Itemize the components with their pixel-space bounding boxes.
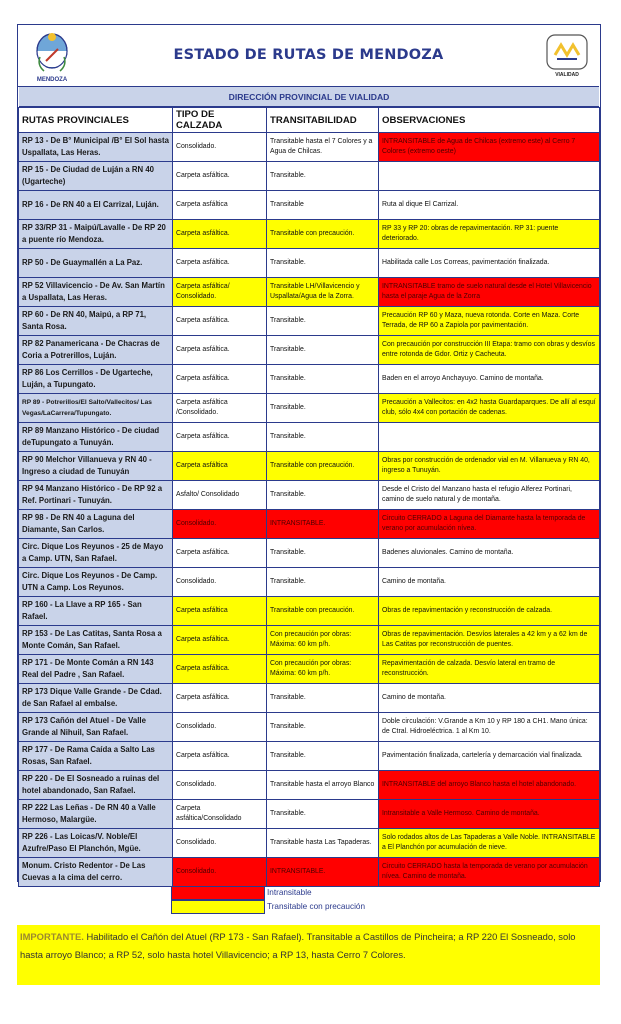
important-notice [17, 925, 600, 985]
observaciones-cell: Solo rodados altos de Las Tapaderas a Valle Noble. INTRANSITABLE a El Planchón por acumulación de nieve. [379, 829, 600, 858]
transitabilidad-cell: Transitable. [267, 307, 379, 336]
report-frame [17, 24, 601, 882]
important-head: IMPORTANTE. [20, 931, 84, 942]
transitabilidad-cell: Transitable. [267, 336, 379, 365]
calzada-cell: Consolidado. [173, 713, 267, 742]
table-row [19, 597, 600, 626]
table-row [19, 191, 600, 220]
route-name-cell: RP 82 Panamericana - De Chacras de Coria a Potrerillos, Luján. [19, 336, 173, 365]
calzada-cell: Carpeta asfáltica. [173, 742, 267, 771]
route-name-cell: RP 60 - De RN 40, Maipú, a RP 71, Santa Rosa. [19, 307, 173, 336]
calzada-cell: Consolidado. [173, 858, 267, 887]
table-row [19, 452, 600, 481]
transitabilidad-cell: Transitable hasta Las Tapaderas. [267, 829, 379, 858]
route-name-cell: RP 98 - De RN 40 a Laguna del Diamante, San Carlos. [19, 510, 173, 539]
page-title: ESTADO DE RUTAS DE MENDOZA [173, 47, 444, 63]
agency-subtitle: DIRECCIÓN PROVINCIAL DE VIALIDAD [19, 87, 599, 107]
calzada-cell: Asfalto/ Consolidado [173, 481, 267, 510]
calzada-cell: Carpeta asfáltica. [173, 423, 267, 452]
transitabilidad-cell: Transitable. [267, 365, 379, 394]
legend-swatch-yellow [171, 900, 265, 914]
table-row [19, 307, 600, 336]
calzada-cell: Carpeta asfáltica [173, 452, 267, 481]
route-name-cell: RP 89 - Potrerillos/El Salto/Vallecitos/ Las Vegas/LaCarrera/Tupungato. [19, 394, 173, 423]
transitabilidad-cell: Transitable. [267, 742, 379, 771]
table-row [19, 655, 600, 684]
col-rutas: RUTAS PROVINCIALES [19, 108, 173, 133]
route-name-cell: RP 173 Dique Valle Grande - De Cdad. de San Rafael al embalse. [19, 684, 173, 713]
table-row [19, 423, 600, 452]
route-name-cell: RP 52 Villavicencio - De Av. San Martín a Uspallata, Las Heras. [19, 278, 173, 307]
transitabilidad-cell: Transitable con precaución. [267, 452, 379, 481]
table-row [19, 800, 600, 829]
calzada-cell: Carpeta asfáltica /Consolidado. [173, 394, 267, 423]
route-name-cell: RP 94 Manzano Histórico - De RP 92 a Ref. Portinari - Tunuyán. [19, 481, 173, 510]
observaciones-cell: INTRANSITABLE de Agua de Chilcas (extremo este) al Cerro 7 Colores (extremo oeste) [379, 133, 600, 162]
calzada-cell: Carpeta asfáltica. [173, 626, 267, 655]
svg-text:MENDOZA: MENDOZA [36, 77, 68, 83]
observaciones-cell: Desde el Cristo del Manzano hasta el refugio Alferez Portinari, camino de suelo natural y de montaña. [379, 481, 600, 510]
calzada-cell: Carpeta asfáltica [173, 191, 267, 220]
observaciones-cell: Precaución RP 60 y Maza, nueva rotonda. Corte en Maza. Corte Terrada, de RP 60 a Zapiola por pavimentación. [379, 307, 600, 336]
route-name-cell: RP 33/RP 31 - Maipú/Lavalle - De RP 20 a puente río Mendoza. [19, 220, 173, 249]
calzada-cell: Carpeta asfáltica. [173, 365, 267, 394]
legend-label: Intransitable [267, 888, 312, 897]
transitabilidad-cell: Transitable. [267, 481, 379, 510]
transitabilidad-cell: Transitable. [267, 713, 379, 742]
route-name-cell: RP 86 Los Cerrillos - De Ugarteche, Luján, a Tupungato. [19, 365, 173, 394]
route-name-cell: RP 171 - De Monte Comán a RN 143 Real del Padre , San Rafael. [19, 655, 173, 684]
table-row [19, 162, 600, 191]
route-name-cell: RP 50 - De Guaymallén a La Paz. [19, 249, 173, 278]
observaciones-cell: Obras de repavimentación. Desvíos laterales a 42 km y a 62 km de Las Catitas por reconstrucción de puentes. [379, 626, 600, 655]
table-header-row [19, 108, 600, 133]
calzada-cell: Carpeta asfáltica. [173, 220, 267, 249]
observaciones-cell: INTRANSITABLE tramo de suelo natural desde el Hotel Villavicencio hasta el paraje Agua de la Zorra [379, 278, 600, 307]
observaciones-cell: Baden en el arroyo Anchayuyo. Camino de montaña. [379, 365, 600, 394]
calzada-cell: Carpeta asfáltica. [173, 162, 267, 191]
report-header [18, 25, 599, 87]
table-row [19, 394, 600, 423]
table-row [19, 684, 600, 713]
observaciones-cell: Circuito CERRADO a Laguna del Diamante hasta la temporada de verano por acumulación nívea. [379, 510, 600, 539]
transitabilidad-cell: Transitable. [267, 162, 379, 191]
calzada-cell: Consolidado. [173, 829, 267, 858]
table-row [19, 858, 600, 887]
transitabilidad-cell: INTRANSITABLE. [267, 858, 379, 887]
observaciones-cell: Camino de montaña. [379, 568, 600, 597]
routes-table-body [19, 133, 600, 887]
transitabilidad-cell: Transitable hasta el 7 Colores y a Agua de Chilcas. [267, 133, 379, 162]
observaciones-cell: RP 33 y RP 20: obras de repavimentación. RP 31: puente deteriorado. [379, 220, 600, 249]
col-observaciones: OBSERVACIONES [379, 108, 600, 133]
observaciones-cell: Repavimentación de calzada. Desvío lateral en tramo de reconstrucción. [379, 655, 600, 684]
observaciones-cell: INTRANSITABLE del arroyo Blanco hasta el hotel abandonado. [379, 771, 600, 800]
observaciones-cell [379, 423, 600, 452]
route-name-cell: RP 13 - De B° Municipal /B° El Sol hasta Uspallata, Las Heras. [19, 133, 173, 162]
calzada-cell: Carpeta asfáltica. [173, 307, 267, 336]
calzada-cell: Consolidado. [173, 568, 267, 597]
route-name-cell: RP 160 - La Llave a RP 165 - San Rafael. [19, 597, 173, 626]
important-text: Habilitado el Cañón del Atuel (RP 173 - San Rafael). Transitable a Castillos de Pincheira; a RP 220 El Sosneado, solo hasta arroyo Blanco; a RP 52, solo hasta hotel Villavicencio; a RP 13, hasta Cerro 7 Colores. [20, 931, 576, 960]
route-name-cell: RP 226 - Las Loicas/V. Noble/El Azufre/Paso El Planchón, Mgüe. [19, 829, 173, 858]
table-row [19, 278, 600, 307]
table-row [19, 220, 600, 249]
col-transitabilidad: TRANSITABILIDAD [267, 108, 379, 133]
table-row [19, 713, 600, 742]
observaciones-cell: Obras por construcción de ordenador vial en M. Villanueva y RN 40, ingreso a Tunuyán. [379, 452, 600, 481]
table-row [19, 568, 600, 597]
observaciones-cell: Ruta al dique El Carrizal. [379, 191, 600, 220]
calzada-cell: Carpeta asfáltica. [173, 655, 267, 684]
route-name-cell: Monum. Cristo Redentor - De Las Cuevas a la cima del cerro. [19, 858, 173, 887]
transitabilidad-cell: Con precaución por obras: Máxima: 60 km p/h. [267, 626, 379, 655]
legend-label: Transitable con precaución [267, 902, 366, 911]
transitabilidad-cell: Transitable con precaución. [267, 220, 379, 249]
observaciones-cell: Habilitada calle Los Correas, pavimentación finalizada. [379, 249, 600, 278]
transitabilidad-cell: Transitable con precaución. [267, 597, 379, 626]
route-name-cell: RP 90 Melchor Villanueva y RN 40 - Ingreso a ciudad de Tunuyán [19, 452, 173, 481]
transitabilidad-cell: Transitable. [267, 249, 379, 278]
transitabilidad-cell: Transitable. [267, 539, 379, 568]
observaciones-cell: Pavimentación finalizada, cartelería y demarcación vial finalizada. [379, 742, 600, 771]
table-row [19, 510, 600, 539]
calzada-cell: Consolidado. [173, 771, 267, 800]
route-name-cell: RP 16 - De RN 40 a El Carrizal, Luján. [19, 191, 173, 220]
table-row [19, 249, 600, 278]
observaciones-cell: Con precaución por construcción III Etapa: tramo con obras y desvíos entre rotonda de Gdor. Ortiz y Cacheuta. [379, 336, 600, 365]
vialidad-logo-icon [545, 33, 589, 79]
transitabilidad-cell: INTRANSITABLE. [267, 510, 379, 539]
observaciones-cell: Doble circulación: V.Grande a Km 10 y RP 180 a CH1. Mano única: de Ctral. Hidroeléctrica. 1 al Km 10. [379, 713, 600, 742]
calzada-cell: Carpeta asfáltica [173, 597, 267, 626]
calzada-cell: Carpeta asfáltica. [173, 336, 267, 365]
observaciones-cell: Obras de repavimentación y reconstrucción de calzada. [379, 597, 600, 626]
transitabilidad-cell: Transitable [267, 191, 379, 220]
calzada-cell: Carpeta asfáltica. [173, 684, 267, 713]
svg-text:VIALIDAD: VIALIDAD [555, 72, 579, 78]
observaciones-cell: Precaución a Vallecitos: en 4x2 hasta Guardaparques. De allí al esquí club, sólo 4x4 con portación de cadenas. [379, 394, 600, 423]
table-row [19, 829, 600, 858]
calzada-cell: Carpeta asfáltica. [173, 539, 267, 568]
calzada-cell: Carpeta asfáltica. [173, 249, 267, 278]
calzada-cell: Carpeta asfáltica/Consolidado [173, 800, 267, 829]
table-row [19, 365, 600, 394]
transitabilidad-cell: Transitable. [267, 568, 379, 597]
route-name-cell: RP 220 - De El Sosneado a ruinas del hotel abandonado, San Rafael. [19, 771, 173, 800]
route-name-cell: RP 173 Cañón del Atuel - De Valle Grande al Nihuil, San Rafael. [19, 713, 173, 742]
transitabilidad-cell: Con precaución por obras: Máxima: 60 km p/h. [267, 655, 379, 684]
route-name-cell: RP 222 Las Leñas - De RN 40 a Valle Hermoso, Malargüe. [19, 800, 173, 829]
transitabilidad-cell: Transitable. [267, 394, 379, 423]
table-row [19, 481, 600, 510]
table-row [19, 336, 600, 365]
calzada-cell: Carpeta asfáltica/ Consolidado. [173, 278, 267, 307]
table-row [19, 771, 600, 800]
observaciones-cell: Camino de montaña. [379, 684, 600, 713]
route-name-cell: RP 15 - De Ciudad de Luján a RN 40 (Ugarteche) [19, 162, 173, 191]
transitabilidad-cell: Transitable LH/Villavicencio y Uspallata/Agua de la Zorra. [267, 278, 379, 307]
route-name-cell: Circ. Dique Los Reyunos - De Camp. UTN a Camp. Los Reyunos. [19, 568, 173, 597]
legend-swatch-red [171, 886, 265, 900]
route-name-cell: Circ. Dique Los Reyunos - 25 de Mayo a Camp. UTN, San Rafael. [19, 539, 173, 568]
calzada-cell: Consolidado. [173, 510, 267, 539]
table-row [19, 539, 600, 568]
observaciones-cell: Badenes aluvionales. Camino de montaña. [379, 539, 600, 568]
transitabilidad-cell: Transitable. [267, 684, 379, 713]
table-row [19, 133, 600, 162]
table-row [19, 742, 600, 771]
table-row [19, 626, 600, 655]
observaciones-cell [379, 162, 600, 191]
route-name-cell: RP 89 Manzano Histórico - De ciudad deTupungato a Tunuyán. [19, 423, 173, 452]
transitabilidad-cell: Transitable hasta el arroyo Blanco [267, 771, 379, 800]
observaciones-cell: Circuito CERRADO hasta la temporada de verano por acumulación nívea. Camino de montaña. [379, 858, 600, 887]
transitabilidad-cell: Transitable. [267, 800, 379, 829]
transitabilidad-cell: Transitable. [267, 423, 379, 452]
observaciones-cell: Intransitable a Valle Hermoso. Camino de montaña. [379, 800, 600, 829]
route-name-cell: RP 153 - De Las Catitas, Santa Rosa a Monte Comán, San Rafael. [19, 626, 173, 655]
routes-table [18, 107, 600, 887]
calzada-cell: Consolidado. [173, 133, 267, 162]
col-calzada: TIPO DE CALZADA [173, 108, 267, 133]
route-name-cell: RP 177 - De Rama Caída a Salto Las Rosas, San Rafael. [19, 742, 173, 771]
